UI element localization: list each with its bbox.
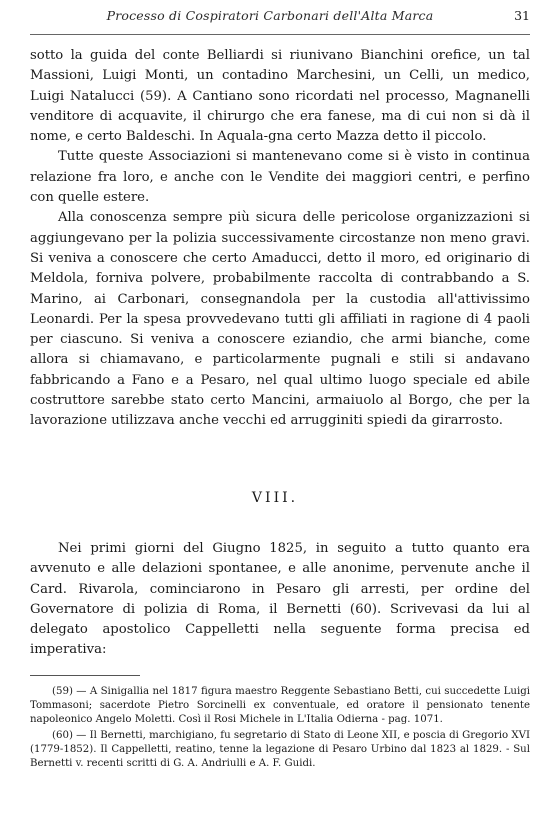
body-text-top <box>30 46 530 432</box>
page-number: 31 <box>514 8 530 23</box>
footnote-rule <box>30 675 140 676</box>
footnotes <box>30 685 530 774</box>
header-rule <box>30 34 530 35</box>
section-heading: VIII. <box>251 490 299 506</box>
paragraph: Tutte queste Associazioni si mantenevano come si è visto in continua relazione fra loro, e anche con le Vendite dei maggiori centri, e perfino con quelle estere. <box>30 149 530 206</box>
footnote: (59) — A Sinigallia nel 1817 figura maestro Reggente Sebastiano Betti, cui succedette Luigi Tommasoni; sacerdote Pietro Sorcinelli ex conventuale, ed oratore il pensionato tenente napoleonico Angelo Moletti. Così il Rosi Michele in L'Italia Odierna - pag. 1071. <box>30 686 530 726</box>
running-title: Processo di Cospiratori Carbonari dell'Alta Marca <box>106 8 434 23</box>
paragraph: sotto la guida del conte Belliardi si riunivano Bianchini orefice, un tal Massioni, Luigi Monti, un contadino Marchesini, un Celli, un medico, Luigi Natalucci (59). A Cantiano sono ricordati nel processo, Magnanelli venditore di acquavite, il chirurgo che era fanese, ma di cui non si dà il nome, e certo Baldeschi. In Aquala-gna certo Mazza detto il piccolo. <box>30 48 530 145</box>
paragraph: Nei primi giorni del Giugno 1825, in seguito a tutto quanto era avvenuto e alle delazioni spontanee, e alle anonime, pervenute anche il Card. Rivarola, cominciarono in Pesaro gli arresti, per ordine del Governatore di polizia di Roma, il Bernetti (60). Scrivevasi da lui al delegato apostolico Cappelletti nella seguente forma precisa ed imperativa: <box>30 541 530 658</box>
running-head <box>0 6 550 28</box>
paragraph: Alla conoscenza sempre più sicura delle pericolose organizzazioni si aggiungevano per la polizia successivamente circostanze non meno gravi. Si veniva a conoscere che certo Amaducci, detto il moro, ed originario di Meldola, forniva polvere, probabilmente raccolta di contrabbando a S. Marino, ai Carbonari, consegnandola per la custodia all'attivissimo Leonardi. Per la spesa provvedevano tutti gli affiliati in ragione di 4 paoli per ciascuno. Si veniva a conoscere eziandio, che armi bianche, come allora si chiamavano, e particolarmente pugnali e stili si andavano fabbricando a Fano e a Pesaro, nel qual ultimo luogo speciale ed abile costruttore sarebbe stato certo Mancini, armaiuolo al Borgo, che per la lavorazione utilizzava anche vecchi ed arrugginiti spiedi da girarrosto. <box>30 210 530 429</box>
footnote: (60) — Il Bernetti, marchigiano, fu segretario di Stato di Leone XII, e poscia di Gregorio XVI (1779-1852). Il Cappelletti, reatino, tenne la legazione di Pesaro Urbino dal 1823 al 1829. - Sul Bernetti v. recenti scritti di G. A. Andriulli e A. F. Guidi. <box>30 730 530 770</box>
body-text-bottom <box>30 539 530 661</box>
